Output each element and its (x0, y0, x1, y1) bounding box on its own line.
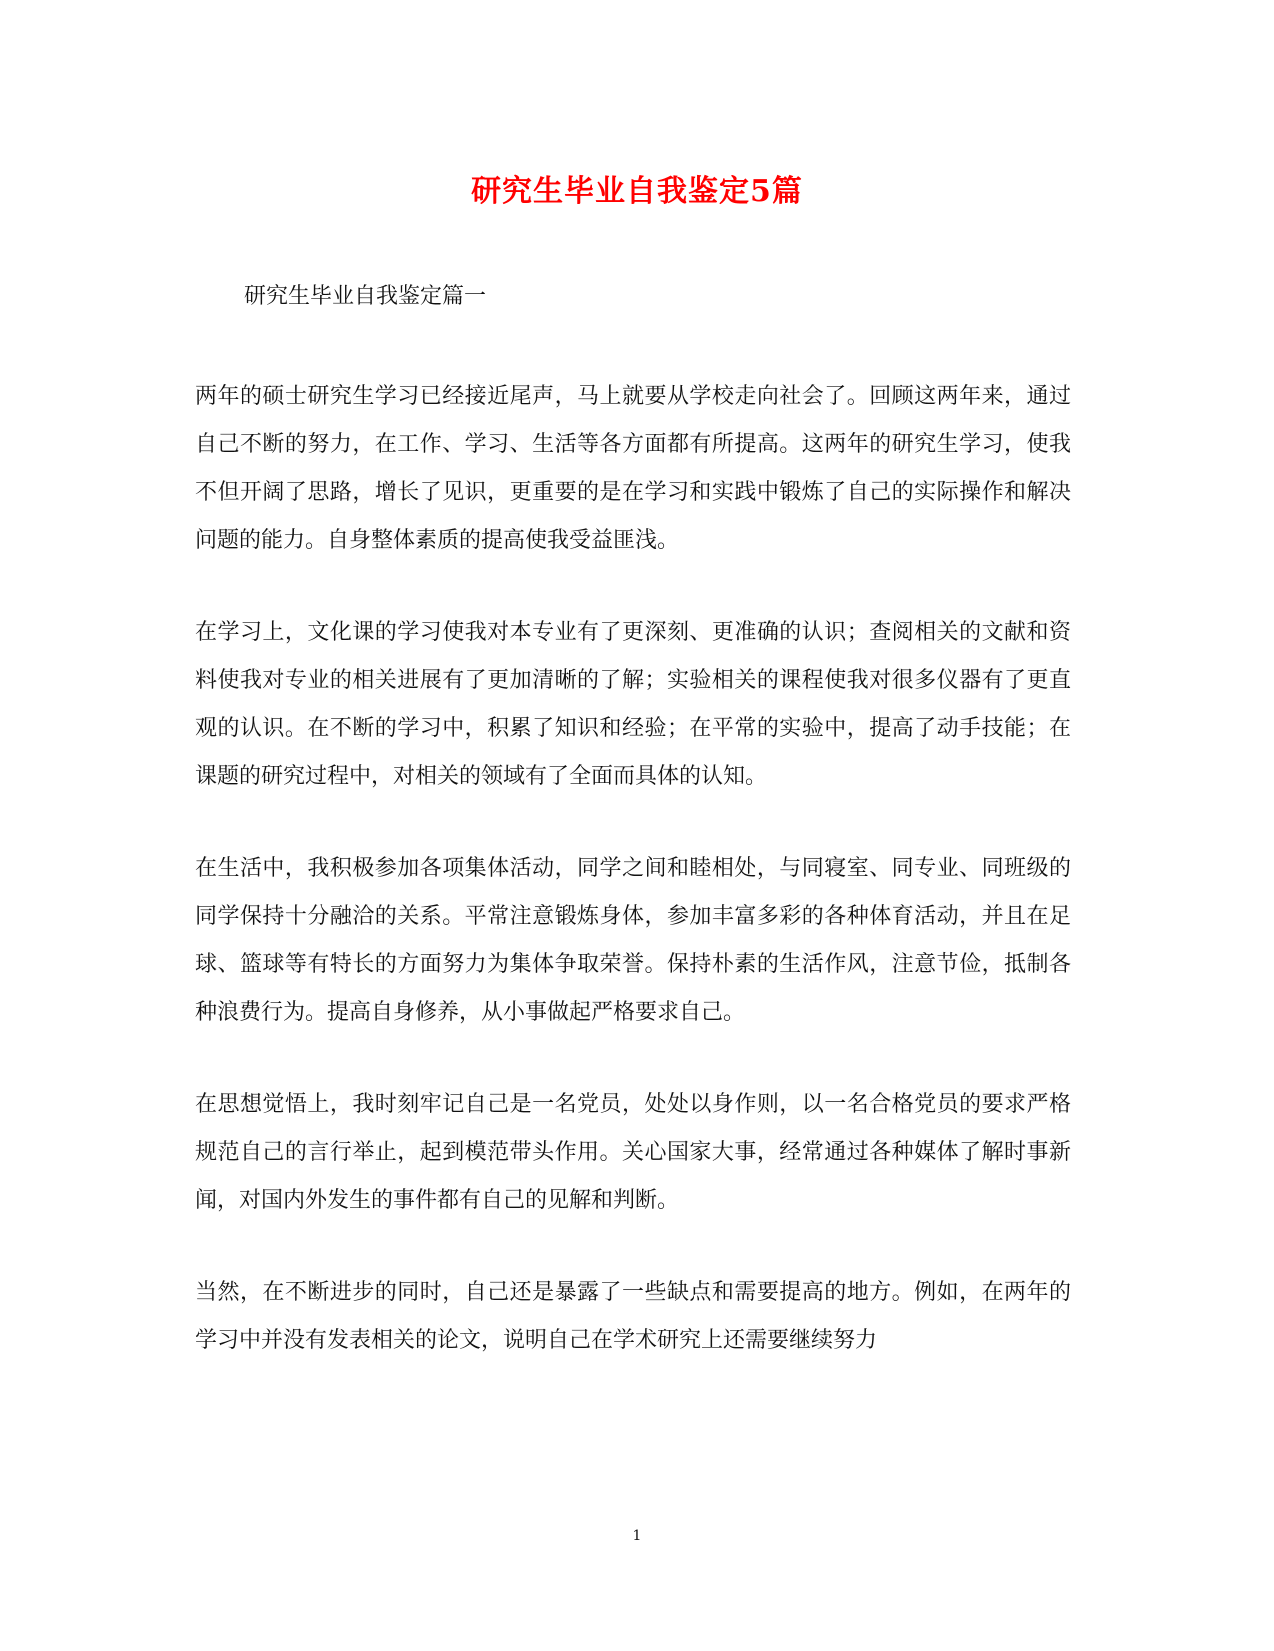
page-number: 1 (632, 1528, 642, 1544)
paragraph-ideology: 在思想觉悟上，我时刻牢记自己是一名党员，处处以身作则，以一名合格党员的要求严格规范自己的言行举止，起到模范带头作用。关心国家大事，经常通过各种媒体了解时事新闻，对国内外发生的事件都有自己的见解和判断。 (195, 1092, 1071, 1213)
document-body (195, 373, 1071, 1365)
section-heading: 研究生毕业自我鉴定篇一 (244, 284, 487, 309)
paragraph-study: 在学习上，文化课的学习使我对本专业有了更深刻、更准确的认识；查阅相关的文献和资料使我对专业的相关进展有了更加清晰的了解；实验相关的课程使我对很多仪器有了更直观的认识。在不断的学习中，积累了知识和经验；在平常的实验中，提高了动手技能；在课题的研究过程中，对相关的领域有了全面而具体的认知。 (195, 620, 1071, 789)
paragraph-shortcomings: 当然，在不断进步的同时，自己还是暴露了一些缺点和需要提高的地方。例如，在两年的学习中并没有发表相关的论文，说明自己在学术研究上还需要继续努力 (195, 1280, 1071, 1353)
paragraph-intro: 两年的硕士研究生学习已经接近尾声，马上就要从学校走向社会了。回顾这两年来，通过自己不断的努力，在工作、学习、生活等各方面都有所提高。这两年的研究生学习，使我不但开阔了思路，增长了见识，更重要的是在学习和实践中锻炼了自己的实际操作和解决问题的能力。自身整体素质的提高使我受益匪浅。 (195, 384, 1071, 553)
document-title: 研究生毕业自我鉴定5篇 (471, 174, 803, 209)
paragraph-life: 在生活中，我积极参加各项集体活动，同学之间和睦相处，与同寝室、同专业、同班级的同学保持十分融洽的关系。平常注意锻炼身体，参加丰富多彩的各种体育活动，并且在足球、篮球等有特长的方面努力为集体争取荣誉。保持朴素的生活作风，注意节俭，抵制各种浪费行为。提高自身修养，从小事做起严格要求自己。 (195, 856, 1071, 1025)
